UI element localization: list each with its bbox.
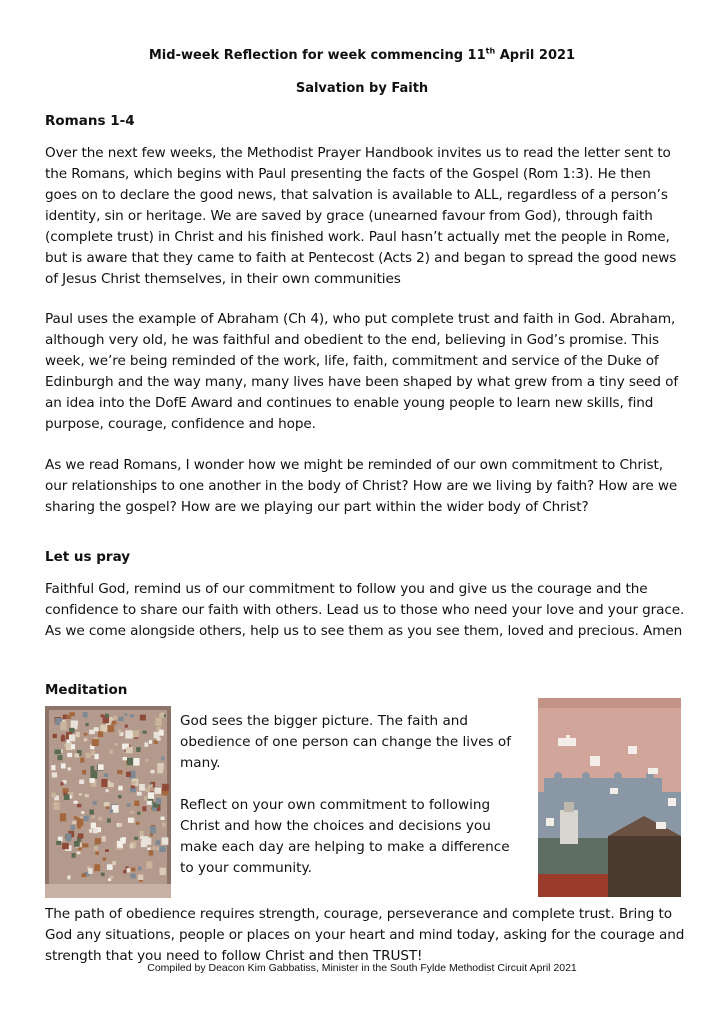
paragraph-romans-intro: Over the next few weeks, the Methodist Prayer Handbook invites us to read the letter sent to the Romans, which begins with Paul presenting the facts of the Gospel (Rom 1:3). He then goes on to declare the good news, that salvation is available to ALL, regardless of a person’s identity, sin or heritage. We are saved by grace (unearned favour from God), through faith (complete trust) in Christ and his finished work. Paul hasn’t actually met the people in Rome, but is aware that they came to faith at Pentecost (Acts 2) and began to spread the good news of Jesus Christ themselves, in their own communities — [45, 145, 677, 287]
jigsaw-piece — [103, 857, 106, 860]
jigsaw-tray-image — [45, 706, 171, 898]
jigsaw-piece — [154, 732, 160, 739]
jigsaw-piece — [61, 763, 66, 768]
jigsaw-piece — [131, 785, 135, 788]
jigsaw-piece — [161, 817, 165, 820]
jigsaw-piece — [160, 868, 166, 875]
jigsaw-piece — [84, 733, 88, 736]
jigsaw-piece — [147, 848, 150, 850]
jigsaw-pieces-photo — [45, 706, 171, 898]
jigsaw-piece — [115, 743, 118, 746]
jigsaw-piece — [155, 788, 162, 794]
jigsaw-piece — [94, 864, 100, 871]
jigsaw-piece — [123, 757, 127, 760]
jigsaw-piece — [53, 734, 57, 738]
jigsaw-piece — [128, 818, 134, 823]
closing-text: The path of obedience requires strength, courage, perseverance and complete trust. Bring to God any situations, people or places on your heart and mind today, asking for the courage and strength that you need to follow Christ and then TRUST! — [45, 906, 685, 964]
jigsaw-piece — [157, 767, 163, 773]
jigsaw-piece — [109, 750, 112, 754]
jigsaw-piece — [57, 755, 62, 760]
jigsaw-piece — [62, 735, 65, 739]
jigsaw-piece — [67, 753, 72, 757]
title-superscript: th — [485, 46, 496, 56]
jigsaw-piece — [159, 846, 166, 852]
jigsaw-piece — [150, 833, 153, 836]
jigsaw-piece — [95, 852, 99, 855]
jigsaw-piece — [124, 713, 127, 716]
jigsaw-piece — [118, 717, 123, 721]
jigsaw-piece — [123, 870, 126, 874]
jigsaw-piece — [131, 868, 136, 872]
jigsaw-piece — [136, 822, 140, 825]
page-title: Mid-week Reflection for week commencing 11th April 2021 — [148, 46, 576, 63]
reading-heading: Romans 1-4 — [45, 113, 135, 129]
jigsaw-piece — [146, 861, 152, 868]
jigsaw-piece — [101, 779, 107, 787]
jigsaw-piece — [102, 836, 106, 842]
jigsaw-piece — [106, 806, 110, 809]
jigsaw-piece — [71, 825, 75, 830]
jigsaw-piece — [95, 838, 101, 844]
jigsaw-piece — [136, 747, 140, 752]
meditation-text-reflect: Reflect on your own commitment to following Christ and how the choices and decisions you make each day are helping to make a difference to your community. — [180, 797, 510, 876]
jigsaw-piece — [67, 740, 71, 743]
jigsaw-piece — [147, 801, 152, 805]
jigsaw-piece — [53, 802, 59, 810]
jigsaw-piece — [110, 783, 114, 787]
jigsaw-piece — [156, 840, 161, 845]
jigsaw-piece — [149, 850, 154, 855]
jigsaw-piece — [156, 798, 161, 804]
jigsaw-piece — [155, 718, 161, 726]
jigsaw-piece — [110, 875, 114, 878]
jigsaw-piece — [132, 758, 139, 765]
jigsaw-piece — [144, 796, 148, 800]
jigsaw-piece — [127, 758, 133, 765]
jigsaw-piece — [146, 759, 149, 762]
jigsaw-piece — [84, 738, 88, 741]
jigsaw-piece — [72, 721, 79, 726]
jigsaw-piece — [118, 730, 121, 734]
jigsaw-piece — [64, 794, 70, 800]
jigsaw-piece — [98, 817, 102, 821]
jigsaw-piece — [148, 785, 153, 788]
jigsaw-piece — [132, 781, 136, 785]
jigsaw-piece — [137, 812, 141, 815]
jigsaw-piece — [126, 747, 133, 753]
jigsaw-piece — [83, 843, 89, 847]
jigsaw-piece — [69, 728, 74, 733]
jigsaw-piece — [71, 744, 75, 749]
jigsaw-piece — [83, 712, 88, 718]
jigsaw-piece — [67, 875, 70, 879]
jigsaw-piece — [60, 813, 66, 821]
jigsaw-piece — [130, 844, 134, 849]
jigsaw-piece — [82, 873, 87, 877]
jigsaw-piece — [118, 786, 123, 791]
jigsaw-piece — [130, 811, 133, 814]
jigsaw-piece — [52, 772, 57, 777]
jigsaw-piece — [120, 838, 126, 844]
jigsaw-piece — [62, 843, 69, 849]
jigsaw-piece — [93, 801, 97, 805]
footer-credit: Compiled by Deacon Kim Gabbatiss, Minister in the South Fylde Methodist Circuit April 2021 — [147, 962, 577, 974]
prayer-heading: Let us pray — [45, 549, 131, 565]
jigsaw-piece — [90, 778, 95, 783]
jigsaw-piece — [139, 784, 145, 791]
jigsaw-piece — [137, 792, 142, 796]
jigsaw-piece — [79, 793, 82, 796]
jigsaw-piece — [91, 766, 95, 771]
jigsaw-piece — [138, 867, 141, 871]
jigsaw-piece — [125, 730, 132, 738]
jigsaw-piece — [61, 782, 64, 785]
jigsaw-piece — [110, 810, 114, 813]
jigsaw-piece — [143, 731, 147, 734]
jigsaw-piece — [94, 845, 98, 850]
jigsaw-piece — [140, 831, 144, 835]
jigsaw-piece — [100, 725, 107, 732]
jigsaw-piece — [86, 753, 91, 758]
jigsaw-piece — [78, 833, 84, 838]
jigsaw-piece — [85, 794, 89, 797]
jigsaw-piece — [144, 743, 148, 747]
jigsaw-piece — [104, 773, 109, 777]
jigsaw-piece — [104, 802, 110, 806]
jigsaw-piece — [76, 732, 80, 737]
jigsaw-piece — [134, 837, 138, 840]
jigsaw-piece — [90, 809, 94, 814]
jigsaw-piece — [51, 765, 55, 770]
prayer-text: Faithful God, remind us of our commitment to follow you and give us the courage and the confidence to share our faith with others. Lead us to those who need your love and your grace. As we come alongside others, help us to see them as you see them, loved and precious. Amen — [45, 581, 685, 639]
jigsaw-piece — [91, 823, 96, 829]
jigsaw-piece — [63, 715, 67, 719]
jigsaw-piece — [151, 770, 155, 773]
jigsaw-piece — [107, 864, 113, 870]
jigsaw-piece — [60, 722, 67, 730]
jigsaw-piece — [88, 868, 93, 874]
jigsaw-piece — [117, 770, 123, 774]
jigsaw-piece — [108, 725, 115, 732]
jigsaw-piece — [90, 770, 97, 778]
jigsaw-piece — [79, 780, 84, 785]
jigsaw-piece — [67, 838, 71, 841]
jigsaw-piece — [86, 723, 89, 726]
jigsaw-piece — [150, 826, 156, 833]
meditation-text-bigger-picture: God sees the bigger picture. The faith and obedience of one person can change the lives of many. — [180, 713, 511, 771]
jigsaw-piece — [89, 730, 95, 735]
jigsaw-piece — [98, 731, 103, 737]
jigsaw-piece — [161, 757, 164, 761]
jigsaw-piece — [162, 823, 166, 827]
jigsaw-piece — [162, 784, 169, 791]
page-subtitle: Salvation by Faith — [295, 81, 429, 96]
jigsaw-piece — [148, 792, 154, 799]
meditation-heading: Meditation — [45, 682, 128, 698]
jigsaw-piece — [75, 753, 80, 757]
jigsaw-piece — [72, 821, 76, 824]
jigsaw-piece — [93, 829, 98, 833]
jigsaw-piece — [92, 739, 99, 746]
jigsaw-piece — [82, 770, 86, 775]
jigsaw-piece — [162, 837, 169, 844]
jigsaw-piece — [140, 715, 146, 721]
jigsaw-piece — [95, 754, 99, 759]
jigsaw-piece — [101, 714, 104, 717]
jigsaw-piece — [77, 852, 81, 855]
jigsaw-piece — [126, 772, 131, 777]
jigsaw-piece — [112, 861, 116, 865]
jigsaw-piece — [63, 788, 69, 793]
jigsaw-piece — [51, 793, 56, 798]
jigsaw-piece — [74, 816, 78, 819]
jigsaw-piece — [156, 737, 160, 740]
jigsaw-piece — [118, 795, 122, 798]
jigsaw-piece — [78, 847, 82, 850]
jigsaw-piece — [149, 740, 152, 744]
jigsaw-piece — [125, 725, 128, 728]
jigsaw-piece — [145, 788, 150, 792]
jigsaw-piece — [80, 816, 84, 819]
jigsaw-piece — [106, 789, 109, 792]
jigsaw-piece — [154, 740, 158, 744]
jigsaw-piece — [68, 767, 72, 770]
jigsaw-piece — [113, 716, 117, 720]
jigsaw-piece — [134, 801, 139, 806]
jigsaw-piece — [119, 823, 122, 826]
jigsaw-piece — [130, 874, 135, 879]
jigsaw-piece — [138, 875, 144, 880]
jigsaw-piece — [133, 730, 139, 737]
jigsaw-piece — [127, 803, 131, 806]
jigsaw-piece — [89, 829, 92, 833]
jigsaw-piece — [77, 804, 81, 807]
jigsaw-piece — [74, 841, 80, 847]
jigsaw-piece — [56, 841, 61, 845]
jigsaw-piece — [101, 873, 105, 877]
jigsaw-piece — [159, 730, 164, 736]
jigsaw-piece — [72, 853, 76, 858]
jigsaw-piece — [107, 818, 111, 823]
jigsaw-piece — [79, 821, 83, 826]
jigsaw-piece — [105, 849, 109, 852]
jigsaw-piece — [105, 714, 109, 718]
jigsaw-piece — [81, 811, 84, 814]
jigsaw-piece — [140, 836, 143, 839]
jigsaw-piece — [153, 847, 156, 850]
jigsaw-piece — [127, 868, 131, 872]
jigsaw-piece — [159, 713, 164, 718]
jigsaw-piece — [73, 801, 77, 804]
jigsaw-piece — [142, 806, 146, 811]
paragraph-abraham: Paul uses the example of Abraham (Ch 4), who put complete trust and faith in God. Abraham, although very old, he was faithful and obedient to the end, believing in God’s promise. This week, we’re being reminded of the work, life, faith, commitment and service of the Duke of Edinburgh and the way many, many lives have been shaped by what grew from a tiny seed of an idea into the DofE Award and continues to enable young people to learn new skills, find purpose, courage, confidence and hope. — [45, 311, 679, 432]
paragraph-reflection: As we read Romans, I wonder how we might be reminded of our own commitment to Christ, our relationships to one another in the body of Christ? How are we living by faith? How are we sharing the gospel? How are we playing our part within the wider body of Christ? — [45, 457, 678, 515]
jigsaw-piece — [98, 764, 104, 770]
jigsaw-puzzle-photo — [538, 698, 681, 897]
jigsaw-piece — [55, 750, 62, 755]
jigsaw-piece — [91, 751, 95, 756]
jigsaw-piece — [130, 714, 134, 717]
jigsaw-puzzle-image — [538, 698, 681, 897]
jigsaw-piece — [84, 816, 89, 821]
jigsaw-piece — [92, 815, 95, 818]
jigsaw-piece — [112, 721, 117, 725]
jigsaw-piece — [80, 758, 84, 763]
